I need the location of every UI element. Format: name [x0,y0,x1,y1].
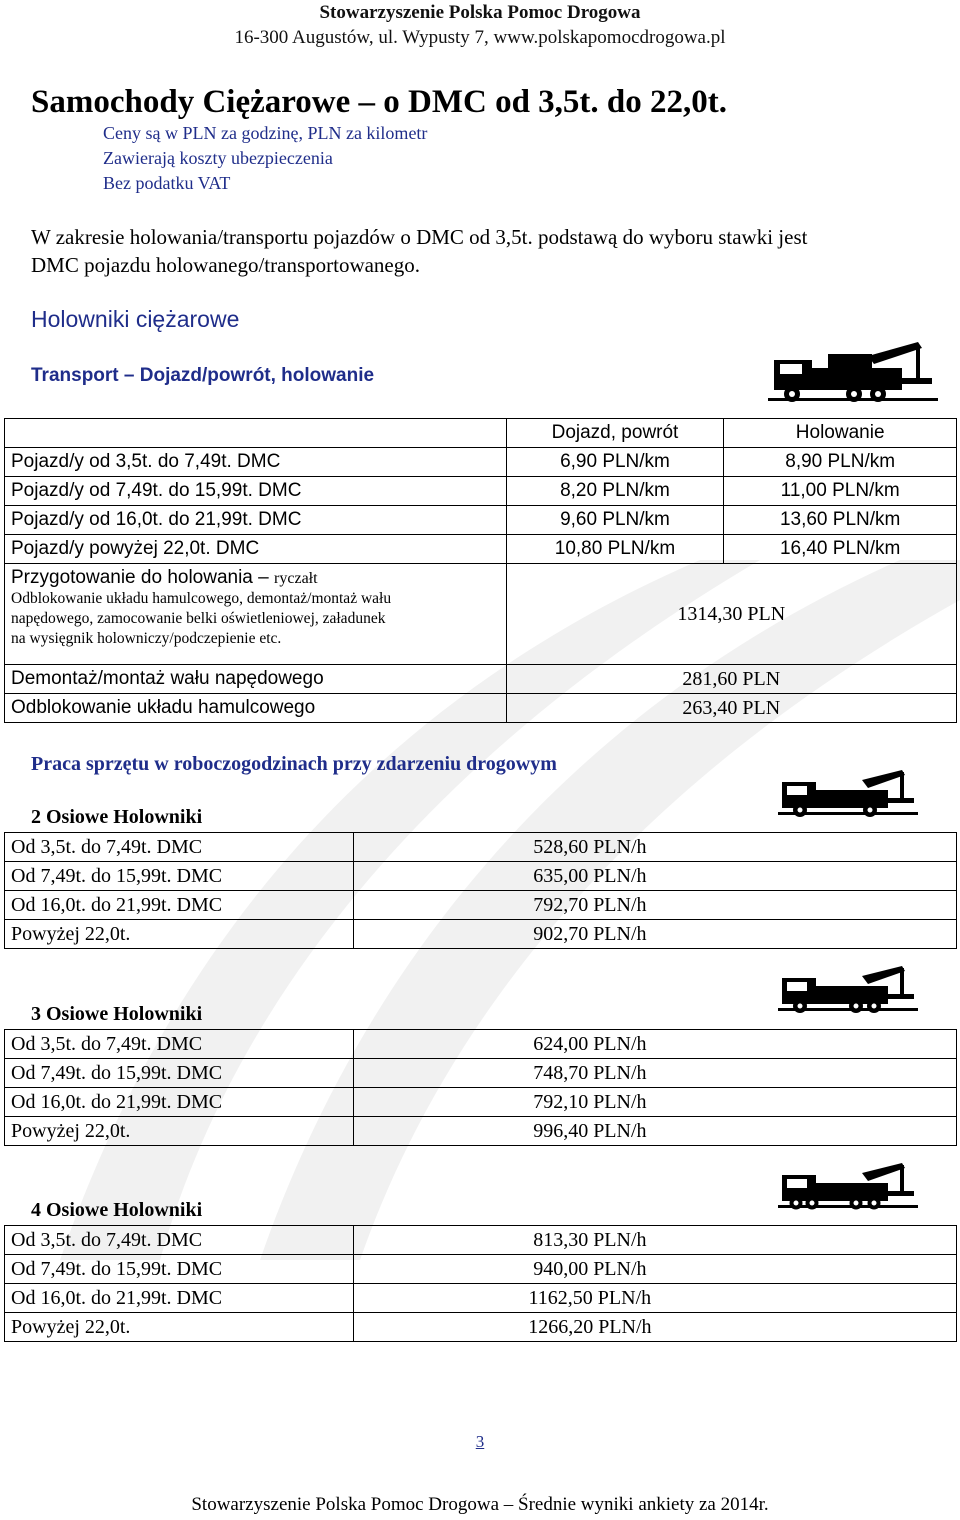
table-row [5,1255,957,1284]
tow-truck-icon [768,342,938,408]
prep-desc-2: napędowego, zamocowanie belki oświetleniowej, załadunek [11,610,386,627]
row-label: Pojazd/y od 3,5t. do 7,49t. DMC [5,448,507,477]
table-row [5,1313,957,1342]
prep-price: 1314,30 PLN [506,564,956,665]
hourly-price: 748,70 PLN/h [353,1059,956,1088]
table-cell [5,419,507,448]
table-row [5,891,957,920]
page-number: 3 [475,1432,485,1451]
prep-label-suffix: ryczałt [274,570,318,587]
group-title-2-axle: 2 Osiowe Holowniki [31,806,203,828]
column-header: Dojazd, powrót [506,419,724,448]
row-label: Powyżej 22,0t. [5,920,354,949]
holowanie-rate: 8,90 PLN/km [724,448,957,477]
tow-truck-icon [778,770,918,820]
table-row [5,1030,957,1059]
tow-rates-table [4,418,957,723]
group-title-3-axle: 3 Osiowe Holowniki [31,1003,203,1025]
row-label: Od 7,49t. do 15,99t. DMC [5,862,354,891]
hourly-price: 635,00 PLN/h [353,862,956,891]
hourly-price: 792,10 PLN/h [353,1088,956,1117]
intro-line-1: W zakresie holowania/transportu pojazdów o DMC od 3,5t. podstawą do wyboru stawki jest [31,225,808,249]
hourly-price: 813,30 PLN/h [353,1226,956,1255]
row-label: Od 3,5t. do 7,49t. DMC [5,1226,354,1255]
row-label: Pojazd/y powyżej 22,0t. DMC [5,535,507,564]
table-row [5,665,957,694]
hourly-price: 792,70 PLN/h [353,891,956,920]
table-header-row [5,419,957,448]
holowanie-rate: 11,00 PLN/km [724,477,957,506]
table-row [5,535,957,564]
extra-price: 263,40 PLN [506,694,956,723]
row-label: Pojazd/y od 16,0t. do 21,99t. DMC [5,506,507,535]
page-title: Samochody Ciężarowe – o DMC od 3,5t. do 22,0t. [31,84,728,120]
row-label: Powyżej 22,0t. [5,1313,354,1342]
hourly-price: 902,70 PLN/h [353,920,956,949]
table-row [5,1059,957,1088]
row-label: Odblokowanie układu hamulcowego [5,694,507,723]
rates-table-3-axle [4,1029,957,1146]
holowanie-rate: 13,60 PLN/km [724,506,957,535]
hourly-price: 624,00 PLN/h [353,1030,956,1059]
table-row [5,1117,957,1146]
note-prices: Ceny są w PLN za godzinę, PLN za kilometr [103,123,428,143]
intro-line-2: DMC pojazdu holowanego/transportowanego. [31,253,421,277]
work-hours-title: Praca sprzętu w roboczogodzinach przy zdarzeniu drogowym [31,753,557,775]
prep-label: Przygotowanie do holowania [11,567,253,588]
column-header: Holowanie [724,419,957,448]
row-label: Od 16,0t. do 21,99t. DMC [5,1088,354,1117]
page-footer: Stowarzyszenie Polska Pomoc Drogowa – Średnie wyniki ankiety za 2014r. [191,1494,769,1515]
table-row [5,833,957,862]
dojazd-rate: 6,90 PLN/km [506,448,724,477]
table-row [5,1284,957,1313]
section-subtitle: Transport – Dojazd/powrót, holowanie [31,365,375,386]
table-row [5,862,957,891]
hourly-price: 1266,20 PLN/h [353,1313,956,1342]
hourly-price: 996,40 PLN/h [353,1117,956,1146]
table-row [5,506,957,535]
table-row [5,694,957,723]
table-row [5,448,957,477]
row-label: Od 16,0t. do 21,99t. DMC [5,1284,354,1313]
row-label: Od 7,49t. do 15,99t. DMC [5,1255,354,1284]
extra-price: 281,60 PLN [506,665,956,694]
row-label: Od 7,49t. do 15,99t. DMC [5,1059,354,1088]
row-label: Od 3,5t. do 7,49t. DMC [5,1030,354,1059]
prep-desc-1: Odblokowanie układu hamulcowego, demontaż/montaż wału [11,590,392,607]
header-organization: Stowarzyszenie Polska Pomoc Drogowa [319,2,641,23]
prep-row [5,564,957,665]
hourly-price: 528,60 PLN/h [353,833,956,862]
row-label: Od 16,0t. do 21,99t. DMC [5,891,354,920]
hourly-price: 1162,50 PLN/h [353,1284,956,1313]
table-row [5,1226,957,1255]
dojazd-rate: 9,60 PLN/km [506,506,724,535]
table-row [5,1088,957,1117]
tow-truck-icon [778,966,918,1016]
group-title-4-axle: 4 Osiowe Holowniki [31,1199,203,1221]
dojazd-rate: 8,20 PLN/km [506,477,724,506]
prep-cell: Przygotowanie do holowania – ryczałt Odblokowanie układu hamulcowego, demontaż/montaż wału napędowego, zamocowanie belki oświetleniowej, załadunek na wysięgnik holowniczy/podczepienie etc. [5,564,507,665]
table-row [5,920,957,949]
row-label: Demontaż/montaż wału napędowego [5,665,507,694]
dojazd-rate: 10,80 PLN/km [506,535,724,564]
prep-desc-3: na wysięgnik holowniczy/podczepienie etc. [11,630,282,647]
note-vat: Bez podatku VAT [103,173,231,193]
rates-table-4-axle [4,1225,957,1342]
header-address: 16-300 Augustów, ul. Wypusty 7, www.polskapomocdrogowa.pl [234,27,726,48]
holowanie-rate: 16,40 PLN/km [724,535,957,564]
hourly-price: 940,00 PLN/h [353,1255,956,1284]
row-label: Pojazd/y od 7,49t. do 15,99t. DMC [5,477,507,506]
row-label: Powyżej 22,0t. [5,1117,354,1146]
row-label: Od 3,5t. do 7,49t. DMC [5,833,354,862]
tow-truck-icon [778,1163,918,1213]
rates-table-2-axle [4,832,957,949]
section-title: Holowniki ciężarowe [31,306,240,332]
table-row [5,477,957,506]
note-insurance: Zawierają koszty ubezpieczenia [103,148,333,168]
